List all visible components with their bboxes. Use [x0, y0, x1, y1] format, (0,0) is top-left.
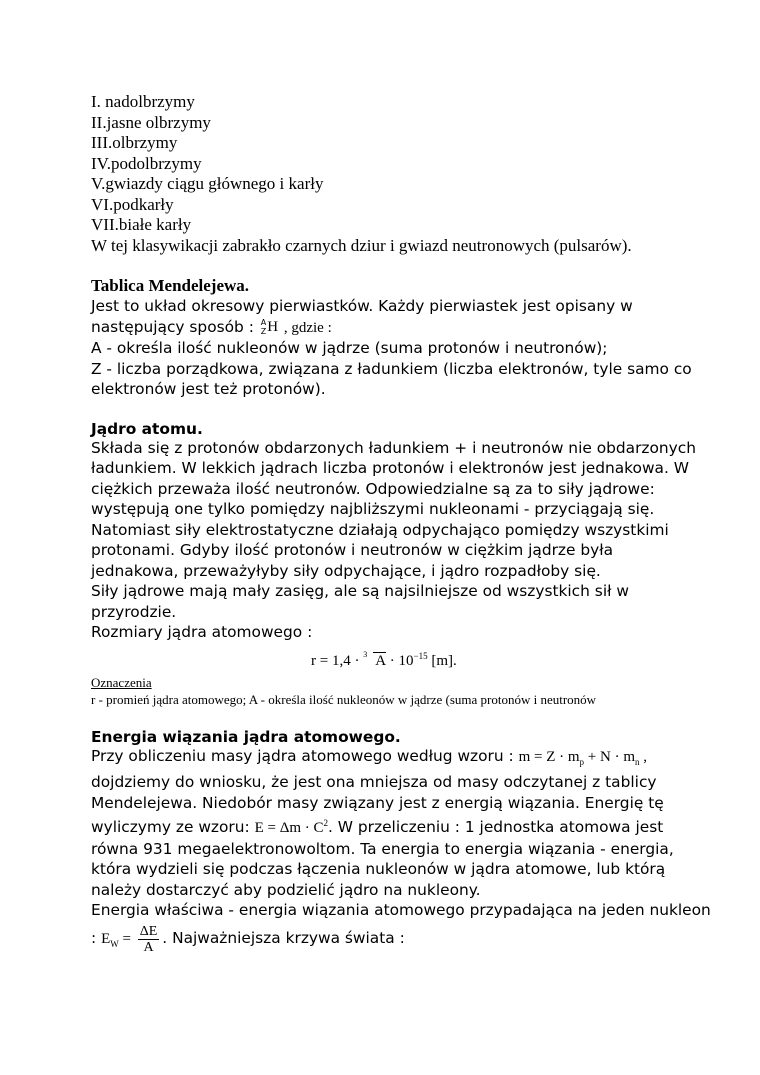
paragraph-line: Natomiast siły elektrostatyczne działają odpychająco pomiędzy wszystkimi [91, 520, 669, 539]
energy-formula [255, 820, 328, 836]
text-run: Przy obliczeniu masy jądra atomowego według wzoru : [91, 746, 519, 765]
list-item-text: podolbrzymy [111, 153, 202, 173]
list-item-text: gwiazdy ciągu głównego i karły [105, 174, 324, 193]
list-item-text: białe karły [118, 215, 192, 234]
roman-numeral: VI. [91, 194, 114, 214]
mass-number: A [260, 318, 267, 327]
text-run: wyliczymy ze wzoru: [91, 818, 255, 836]
formula-part: [m]. [427, 652, 457, 669]
section-heading: Jądro atomu. [91, 419, 203, 438]
roman-numeral: V. [91, 174, 106, 193]
list-item [91, 154, 691, 175]
text-run: : [91, 928, 102, 947]
document-page [91, 92, 711, 961]
formula-part: · 10 [386, 652, 414, 669]
paragraph-line: Rozmiary jądra atomowego : [91, 623, 313, 641]
list-item-text: podkarły [113, 194, 174, 214]
paragraph-line: Z - liczba porządkowa, związana z ładunkiem (liczba elektronów, tyle samo co [91, 359, 692, 378]
paragraph-line: Siły jądrowe mają mały zasięg, ale są najsilniejsze od wszystkich sił w [91, 582, 629, 600]
text-run: , gdzie : [280, 319, 332, 336]
paragraph-line: protonami. Gdyby ilość protonów i neutronów w ciężkim jądrze była [91, 541, 614, 559]
formula-part: + N · m [584, 748, 636, 765]
paragraph-line: przyrodzie. [91, 602, 177, 621]
paragraph-line: ciężkich przeważa ilość neutronów. Odpowiedzialne są za to siły jądrowe: [91, 479, 655, 498]
subscript: W [110, 938, 119, 949]
paragraph-line: Jest to układ okresowy pierwiastków. Każdy pierwiastek jest opisany w [91, 297, 633, 315]
mass-formula [519, 749, 647, 765]
specific-energy-formula [101, 923, 162, 955]
formula-part: E = Δm · C [254, 820, 324, 836]
nucleus-section [91, 419, 696, 708]
list-item [91, 113, 691, 134]
list-item [91, 174, 691, 195]
paragraph-line [91, 317, 691, 339]
roman-numeral: III. [91, 133, 113, 152]
roman-numeral: I. [91, 92, 101, 111]
formula-part: , [639, 748, 648, 765]
numerator: ΔE [139, 923, 158, 939]
paragraph-line: Składa się z protonów obdarzonych ładunkiem + i neutronów nie obdarzonych [91, 438, 696, 457]
list-item [91, 195, 691, 216]
radius-formula [91, 643, 691, 674]
paragraph-line: Energia właściwa - energia wiązania atomowego przypadająca na jeden nukleon [91, 901, 711, 919]
paragraph-line: dojdziemy do wniosku, że jest ona mniejsza od masy odczytanej z tablicy [91, 773, 657, 791]
paragraph-line: równa 931 megaelektronowoltom. Ta energia to energia wiązania - energia, [91, 839, 674, 858]
exponent: −15 [413, 650, 428, 661]
paragraph-line [91, 746, 691, 773]
paragraph-line: elektronów jest też protonów). [91, 380, 326, 398]
notes-text: r - promień jądra atomowego; A - określa ilość nukleonów w jądrze (suma protonów i neutronów [91, 691, 597, 707]
atomic-number: Z [260, 327, 267, 336]
subscript: n [635, 756, 640, 767]
cube-root [363, 648, 386, 674]
paragraph-line: A - określa ilość nukleonów w jądrze (suma protonów i neutronów); [91, 339, 608, 357]
list-item [91, 92, 691, 113]
paragraph-line: ładunkiem. W lekkich jądrach liczba protonów i elektronów jest jednakowa. W [91, 459, 689, 477]
notes-title: Oznaczenia [91, 674, 152, 690]
list-item-text: nadolbrzymy [100, 92, 195, 111]
roman-numeral: II. [91, 112, 107, 132]
list-item-text: olbrzymy [112, 133, 178, 152]
classification-list [91, 92, 691, 256]
element-symbol: H [267, 318, 279, 335]
formula-part: E [101, 930, 111, 947]
spacer [91, 708, 691, 728]
paragraph-line: jednakowa, przeważyłyby siły odpychające, i jądro rozpadłoby się. [91, 561, 601, 580]
formula-part: = [118, 930, 135, 947]
subscript: p [579, 756, 585, 767]
mendeleev-section [91, 276, 691, 400]
paragraph-line: która wydzieli się podczas łączenia nukleonów w jądra atomowe, lub którą [91, 860, 666, 878]
text-run: . Najważniejsza krzywa świata : [162, 928, 405, 947]
paragraph-line: występują one tylko pomiędzy najbliższymi nukleonami - przyciągają się. [91, 500, 655, 518]
exponent: 2 [323, 818, 329, 828]
roman-numeral: IV. [91, 153, 111, 173]
text-run: . W przeliczeniu : 1 jednostka atomowa jest [328, 818, 664, 836]
fraction [138, 924, 160, 955]
paragraph-line [91, 813, 691, 839]
paragraph-line: należy dostarczyć aby podzielić jądro na nukleony. [91, 880, 481, 899]
text-run: następujący sposób : [91, 317, 259, 336]
formula-part: r = 1,4 · [311, 652, 364, 669]
spacer [91, 256, 691, 276]
root-body: A [375, 652, 387, 669]
classification-note: W tej klasywikacji zabrakło czarnych dziur i gwiazd neutronowych (pulsarów). [91, 235, 632, 255]
formula-part: m = Z · m [518, 748, 580, 765]
section-heading: Energia wiązania jądra atomowego. [91, 727, 401, 746]
paragraph-line [91, 921, 691, 961]
denominator: A [143, 939, 154, 955]
section-heading: Tablica Mendelejewa. [91, 276, 250, 295]
list-item [91, 133, 691, 154]
list-item [91, 215, 691, 236]
spacer [91, 400, 691, 420]
binding-energy-section [91, 727, 711, 961]
nuclide-notation [261, 317, 278, 338]
list-item-text: jasne olbrzymy [106, 112, 211, 132]
roman-numeral: VII. [91, 215, 119, 234]
paragraph-line: Mendelejewa. Niedobór masy związany jest z energią wiązania. Energię tę [91, 793, 664, 812]
root-index: 3 [363, 649, 368, 659]
